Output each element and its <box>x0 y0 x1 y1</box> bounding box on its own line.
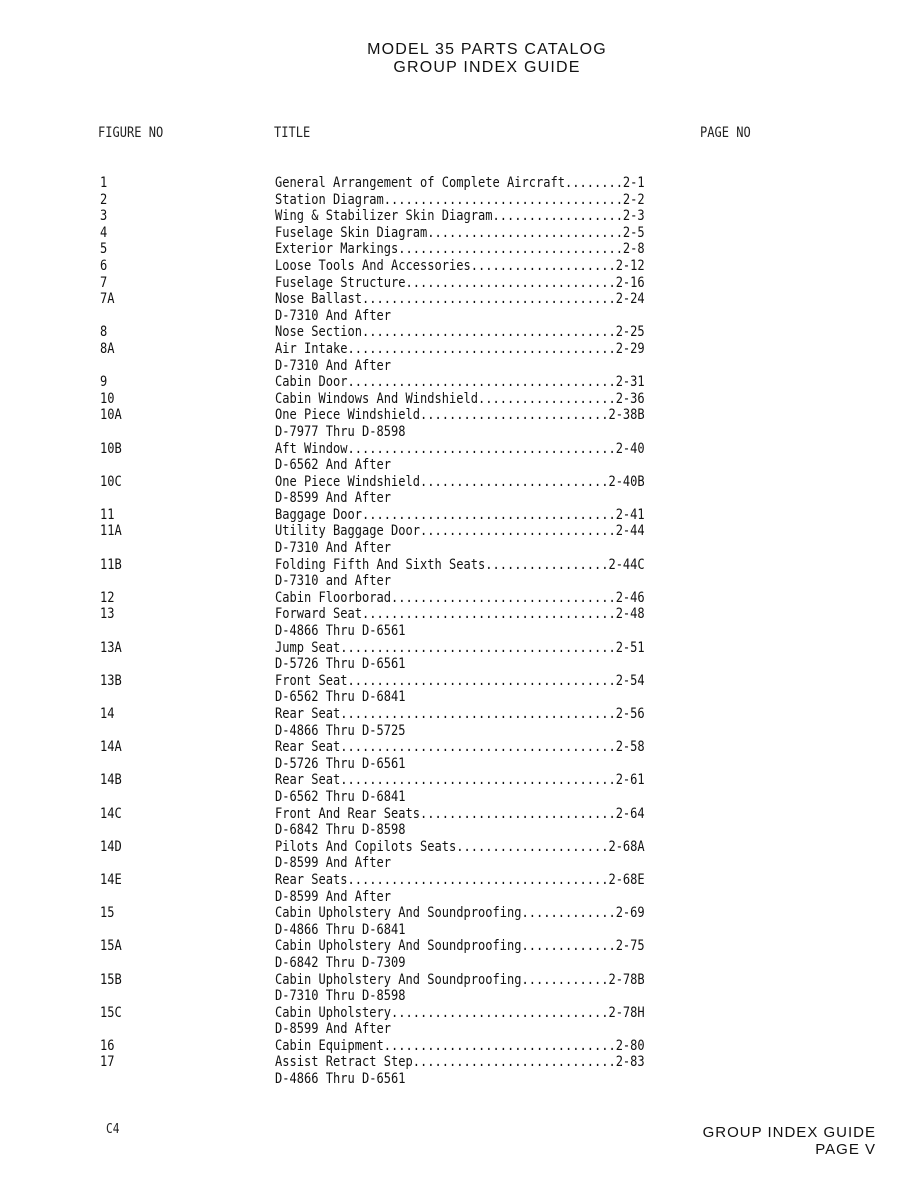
index-entry <box>0 291 924 308</box>
serial-effectivity: D-7977 Thru D-8598 <box>275 423 406 440</box>
entry-title-with-page: Rear Seat......................................2-58 <box>275 739 645 756</box>
serial-effectivity: D-8599 And After <box>275 855 391 872</box>
effectivity-row <box>0 756 924 773</box>
entry-title-with-page: Loose Tools And Accessories....................2-12 <box>275 257 645 274</box>
entry-title-with-page: Station Diagram.................................2-2 <box>275 191 645 208</box>
entry-title-with-page: Fuselage Structure.............................2-16 <box>275 274 645 291</box>
figure-number: 10A <box>100 407 122 424</box>
entry-title-with-page: Fuselage Skin Diagram...........................2-5 <box>275 224 645 241</box>
effectivity-row <box>0 1071 924 1088</box>
figure-number: 3 <box>100 208 108 225</box>
figure-number: 13A <box>100 639 122 656</box>
index-list <box>0 175 924 1088</box>
effectivity-row <box>0 457 924 474</box>
index-entry <box>0 606 924 623</box>
effectivity-row <box>0 955 924 972</box>
index-entry <box>0 474 924 491</box>
serial-effectivity: D-7310 Thru D-8598 <box>275 988 406 1005</box>
figure-number: 8A <box>100 340 115 357</box>
effectivity-row <box>0 689 924 706</box>
column-header-page-no: PAGE NO <box>700 125 751 141</box>
index-entry <box>0 739 924 756</box>
index-entry <box>0 523 924 540</box>
figure-number: 11B <box>100 556 122 573</box>
entry-title-with-page: Cabin Floorborad...............................2-46 <box>275 589 645 606</box>
effectivity-row <box>0 308 924 325</box>
revision-code: C4 <box>106 1122 120 1137</box>
effectivity-row <box>0 573 924 590</box>
figure-number: 11A <box>100 523 122 540</box>
index-entry <box>0 241 924 258</box>
serial-effectivity: D-7310 And After <box>275 307 391 324</box>
entry-title-with-page: Baggage Door...................................2-41 <box>275 506 645 523</box>
page-footer <box>703 1124 876 1158</box>
index-entry <box>0 275 924 292</box>
entry-title-with-page: Jump Seat......................................2-51 <box>275 639 645 656</box>
index-entry <box>0 341 924 358</box>
figure-number: 12 <box>100 589 115 606</box>
figure-number: 16 <box>100 1037 115 1054</box>
index-entry <box>0 507 924 524</box>
serial-effectivity: D-5726 Thru D-6561 <box>275 755 406 772</box>
effectivity-row <box>0 490 924 507</box>
entry-title-with-page: Air Intake.....................................2-29 <box>275 340 645 357</box>
index-entry <box>0 1054 924 1071</box>
effectivity-row <box>0 988 924 1005</box>
figure-number: 14E <box>100 871 122 888</box>
entry-title-with-page: Exterior Markings...............................2-8 <box>275 241 645 258</box>
effectivity-row <box>0 889 924 906</box>
figure-number: 5 <box>100 241 108 258</box>
figure-number: 14 <box>100 706 115 722</box>
effectivity-row <box>0 855 924 872</box>
index-entry <box>0 640 924 657</box>
serial-effectivity: D-4866 Thru D-6841 <box>275 921 406 938</box>
index-entry <box>0 772 924 789</box>
entry-title-with-page: Front And Rear Seats...........................2-64 <box>275 805 645 822</box>
effectivity-row <box>0 922 924 939</box>
figure-number: 4 <box>100 224 108 241</box>
effectivity-row <box>0 358 924 375</box>
serial-effectivity: D-4866 Thru D-6561 <box>275 623 406 640</box>
index-entry <box>0 839 924 856</box>
entry-title-with-page: Front Seat.....................................2-54 <box>275 672 645 689</box>
index-entry <box>0 225 924 242</box>
figure-number: 9 <box>100 374 108 391</box>
figure-number: 8 <box>100 324 108 341</box>
serial-effectivity: D-4866 Thru D-6561 <box>275 1071 406 1088</box>
entry-title-with-page: Rear Seats....................................2-68E <box>275 871 645 888</box>
index-entry <box>0 1038 924 1055</box>
effectivity-row <box>0 1021 924 1038</box>
figure-number: 15C <box>100 1004 122 1021</box>
entry-title-with-page: Nose Section...................................2-25 <box>275 324 645 341</box>
index-entry <box>0 872 924 889</box>
effectivity-row <box>0 424 924 441</box>
effectivity-row <box>0 789 924 806</box>
figure-number: 14B <box>100 772 122 789</box>
entry-title-with-page: General Arrangement of Complete Aircraft........2-1 <box>275 175 645 191</box>
serial-effectivity: D-6562 Thru D-6841 <box>275 788 406 805</box>
footer-section-title: GROUP INDEX GUIDE <box>702 1124 876 1141</box>
entry-title-with-page: Cabin Upholstery And Soundproofing............2-78B <box>275 971 645 988</box>
index-entry <box>0 391 924 408</box>
entry-title-with-page: One Piece Windshield..........................2-38B <box>275 407 645 424</box>
index-entry <box>0 441 924 458</box>
serial-effectivity: D-7310 and After <box>275 573 391 590</box>
index-entry <box>0 673 924 690</box>
entry-title-with-page: Rear Seat......................................2-61 <box>275 772 645 789</box>
serial-effectivity: D-7310 And After <box>275 357 391 374</box>
document-subtitle: GROUP INDEX GUIDE <box>393 59 581 76</box>
serial-effectivity: D-6842 Thru D-7309 <box>275 954 406 971</box>
figure-number: 15A <box>100 938 122 955</box>
figure-number: 13B <box>100 672 122 689</box>
figure-number: 10C <box>100 473 122 490</box>
serial-effectivity: D-8599 And After <box>275 1021 391 1038</box>
index-entry <box>0 590 924 607</box>
entry-title-with-page: Assist Retract Step............................2-83 <box>275 1054 645 1071</box>
column-header-figure-no: FIGURE NO <box>98 125 164 141</box>
index-entry <box>0 324 924 341</box>
entry-title-with-page: Cabin Equipment................................2-80 <box>275 1037 645 1054</box>
figure-number: 17 <box>100 1054 115 1071</box>
index-entry <box>0 175 924 192</box>
entry-title-with-page: One Piece Windshield..........................2-40B <box>275 473 645 490</box>
entry-title-with-page: Nose Ballast...................................2-24 <box>275 291 645 308</box>
index-entry <box>0 806 924 823</box>
effectivity-row <box>0 723 924 740</box>
effectivity-row <box>0 623 924 640</box>
serial-effectivity: D-6562 Thru D-6841 <box>275 689 406 706</box>
serial-effectivity: D-7310 And After <box>275 540 391 557</box>
figure-number: 2 <box>100 191 108 208</box>
figure-number: 10 <box>100 390 115 407</box>
index-entry <box>0 972 924 989</box>
figure-number: 11 <box>100 506 115 523</box>
effectivity-row <box>0 540 924 557</box>
serial-effectivity: D-4866 Thru D-5725 <box>275 722 406 739</box>
figure-number: 1 <box>100 175 108 191</box>
effectivity-row <box>0 656 924 673</box>
figure-number: 7A <box>100 291 115 308</box>
figure-number: 15 <box>100 905 115 922</box>
entry-title-with-page: Cabin Upholstery And Soundproofing.............2-69 <box>275 905 645 922</box>
entry-title-with-page: Cabin Door.....................................2-31 <box>275 374 645 391</box>
document-title: MODEL 35 PARTS CATALOG <box>367 41 607 58</box>
index-entry <box>0 557 924 574</box>
figure-number: 15B <box>100 971 122 988</box>
entry-title-with-page: Pilots And Copilots Seats.....................2-68A <box>275 838 645 855</box>
figure-number: 13 <box>100 606 115 623</box>
serial-effectivity: D-6562 And After <box>275 457 391 474</box>
index-entry <box>0 1005 924 1022</box>
column-header-title: TITLE <box>274 125 311 141</box>
serial-effectivity: D-8599 And After <box>275 888 391 905</box>
entry-title-with-page: Utility Baggage Door...........................2-44 <box>275 523 645 540</box>
footer-page-number: PAGE V <box>815 1141 876 1158</box>
figure-number: 7 <box>100 274 108 291</box>
entry-title-with-page: Aft Window.....................................2-40 <box>275 440 645 457</box>
figure-number: 14D <box>100 838 122 855</box>
index-entry <box>0 938 924 955</box>
entry-title-with-page: Cabin Upholstery And Soundproofing.............2-75 <box>275 938 645 955</box>
figure-number: 14C <box>100 805 122 822</box>
entry-title-with-page: Forward Seat...................................2-48 <box>275 606 645 623</box>
entry-title-with-page: Wing & Stabilizer Skin Diagram..................2-3 <box>275 208 645 225</box>
entry-title-with-page: Rear Seat......................................2-56 <box>275 706 645 722</box>
index-entry <box>0 374 924 391</box>
figure-number: 14A <box>100 739 122 756</box>
figure-number: 6 <box>100 257 108 274</box>
figure-number: 10B <box>100 440 122 457</box>
index-entry <box>0 407 924 424</box>
effectivity-row <box>0 822 924 839</box>
serial-effectivity: D-8599 And After <box>275 490 391 507</box>
index-entry <box>0 208 924 225</box>
entry-title-with-page: Cabin Upholstery..............................2-78H <box>275 1004 645 1021</box>
serial-effectivity: D-5726 Thru D-6561 <box>275 656 406 673</box>
entry-title-with-page: Cabin Windows And Windshield...................2-36 <box>275 390 645 407</box>
serial-effectivity: D-6842 Thru D-8598 <box>275 822 406 839</box>
index-entry <box>0 258 924 275</box>
entry-title-with-page: Folding Fifth And Sixth Seats.................2-44C <box>275 556 645 573</box>
index-entry <box>0 905 924 922</box>
index-entry <box>0 192 924 209</box>
index-entry <box>0 706 924 723</box>
